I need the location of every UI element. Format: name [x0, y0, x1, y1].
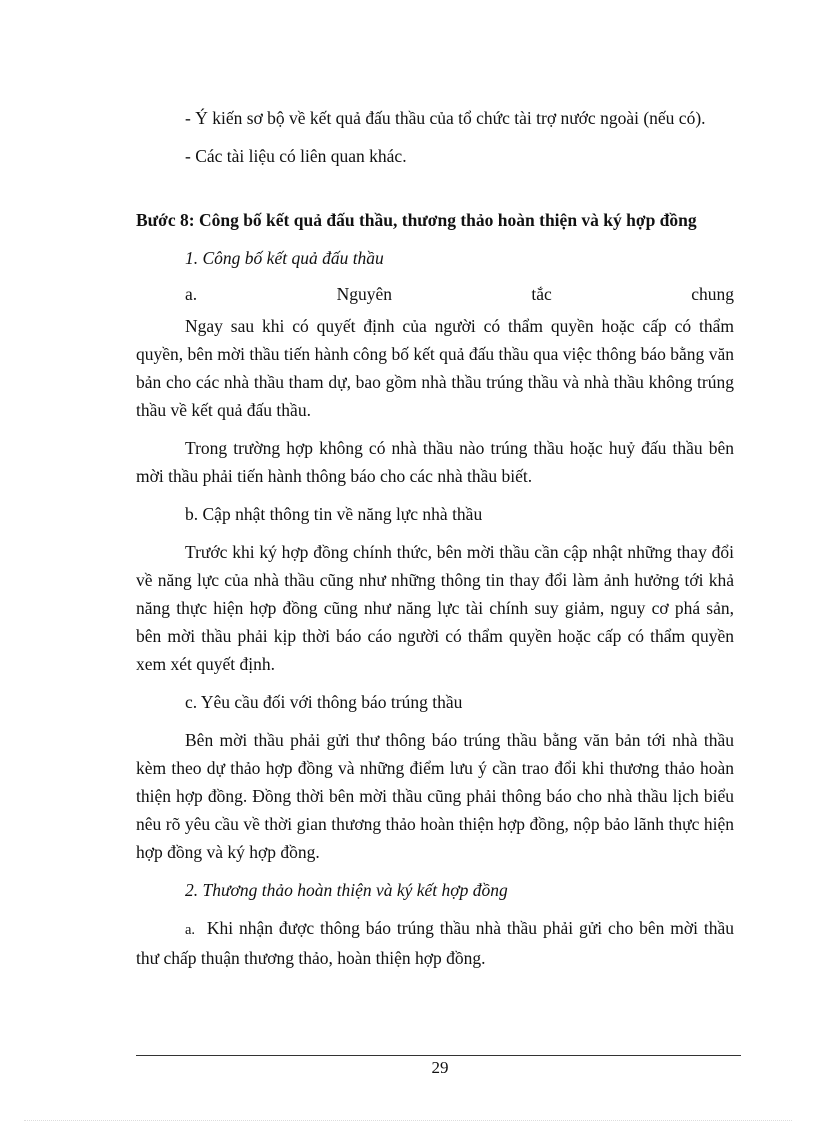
item-c-title: c. Yêu cầu đối với thông báo trúng thầu: [185, 692, 463, 712]
section-1-title: 1. Công bố kết quả đấu thầu: [185, 248, 384, 268]
page-bottom-border: [24, 1120, 792, 1121]
page-number: 29: [431, 1058, 449, 1077]
item-b-title: b. Cập nhật thông tin về năng lực nhà thầu: [185, 504, 483, 524]
step-heading: Bước 8: Công bố kết quả đấu thầu, thương thảo hoàn thiện và ký hợp đồng: [136, 210, 697, 230]
paragraph-announcement: Ngay sau khi có quyết định của người có thẩm quyền hoặc cấp có thẩm quyền, bên mời thầu tiến hành công bố kết quả đấu thầu qua việc thông báo bằng văn bản cho các nhà thầu tham dự, bao gồm nhà thầu trúng thầu và nhà thầu không trúng thầu về kết quả đấu thầu.: [136, 316, 734, 420]
item-2a-text: Khi nhận được thông báo trúng thầu nhà thầu phải gửi cho bên mời thầu thư chấp thuận thương thảo, hoàn thiện hợp đồng.: [136, 918, 734, 968]
item-2a-letter: a.: [185, 922, 196, 938]
footer-divider: [136, 1055, 741, 1056]
item-a-general-principle: [136, 280, 734, 308]
paragraph-no-winner: Trong trường hợp không có nhà thầu nào trúng thầu hoặc huỷ đấu thầu bên mời thầu phải tiến hành thông báo cho các nhà thầu biết.: [136, 438, 734, 486]
item-a-word-3: chung: [691, 284, 734, 304]
paragraph-capacity-update: Trước khi ký hợp đồng chính thức, bên mời thầu cần cập nhật những thay đổi về năng lực của nhà thầu cũng như những thông tin thay đổi làm ảnh hưởng tới khả năng thực hiện hợp đồng cũng như năng lực tài chính suy giảm, nguy cơ phá sản, bên mời thầu phải kịp thời báo cáo người có thẩm quyền hoặc cấp có thẩm quyền xem xét quyết định.: [136, 542, 734, 674]
paragraph-2a: [136, 914, 734, 972]
paragraph-award-notice: Bên mời thầu phải gửi thư thông báo trúng thầu bằng văn bản tới nhà thầu kèm theo dự thảo hợp đồng và những điểm lưu ý cần trao đổi khi thương thảo hoàn thiện hợp đồng. Đồng thời bên mời thầu cũng phải thông báo cho nhà thầu lịch biểu nêu rõ yêu cầu về thời gian thương thảo hoàn thiện hợp đồng, nộp bảo lãnh thực hiện hợp đồng và ký hợp đồng.: [136, 730, 734, 862]
bullet-other-documents: - Các tài liệu có liên quan khác.: [185, 146, 407, 166]
section-2-title: 2. Thương thảo hoàn thiện và ký kết hợp đồng: [185, 880, 508, 900]
page-content: [136, 104, 734, 972]
bullet-foreign-sponsor-opinion: - Ý kiến sơ bộ về kết quả đấu thầu của tổ chức tài trợ nước ngoài (nếu có).: [185, 108, 706, 128]
item-a-letter: a.: [185, 284, 198, 304]
item-a-word-1: Nguyên: [336, 284, 392, 304]
item-a-word-2: tắc: [531, 284, 552, 304]
